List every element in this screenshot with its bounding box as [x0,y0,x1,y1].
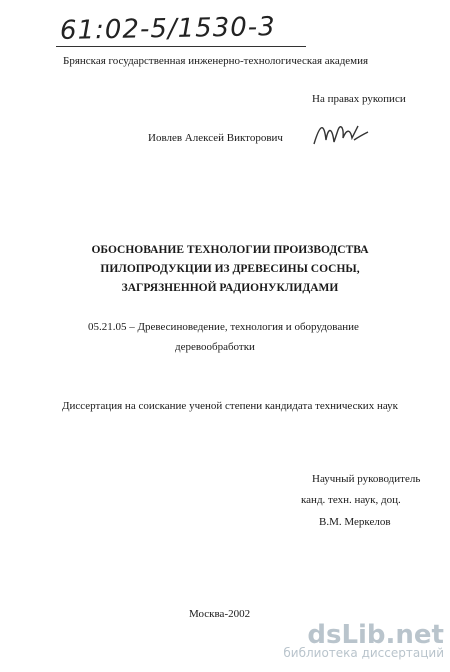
author-signature [310,118,370,150]
dissertation-degree: Диссертация на соискание ученой степени кандидата технических наук [62,400,398,412]
supervisor-degree: канд. техн. наук, доц. [301,494,401,506]
rights-notice: На правах рукописи [312,93,406,105]
supervisor-name: В.М. Меркелов [319,516,391,528]
title-line: ПИЛОПРОДУКЦИИ ИЗ ДРЕВЕСИНЫ СОСНЫ, [100,263,360,275]
specialty-line-2: деревообработки [175,341,255,353]
author-name: Иовлев Алексей Викторович [148,132,283,144]
watermark-subtitle: библиотека диссертаций [283,646,444,660]
city-year: Москва-2002 [189,608,251,620]
title-line: ОБОСНОВАНИЕ ТЕХНОЛОГИИ ПРОИЗВОДСТВА [91,244,369,256]
academy-name: Брянская государственная инженерно-технологическая академия [63,55,369,67]
specialty-line-1: 05.21.05 – Древесиноведение, технология и оборудование [88,321,359,333]
title-line: ЗАГРЯЗНЕННОЙ РАДИОНУКЛИДАМИ [121,282,339,294]
watermark [283,620,444,660]
watermark-logo: dsLib.net [307,620,444,650]
archive-mark-underline [56,46,306,47]
dissertation-title [60,241,400,298]
supervisor-role: Научный руководитель [312,473,421,485]
archive-mark: 61:02-5/1530-3 [59,12,276,46]
